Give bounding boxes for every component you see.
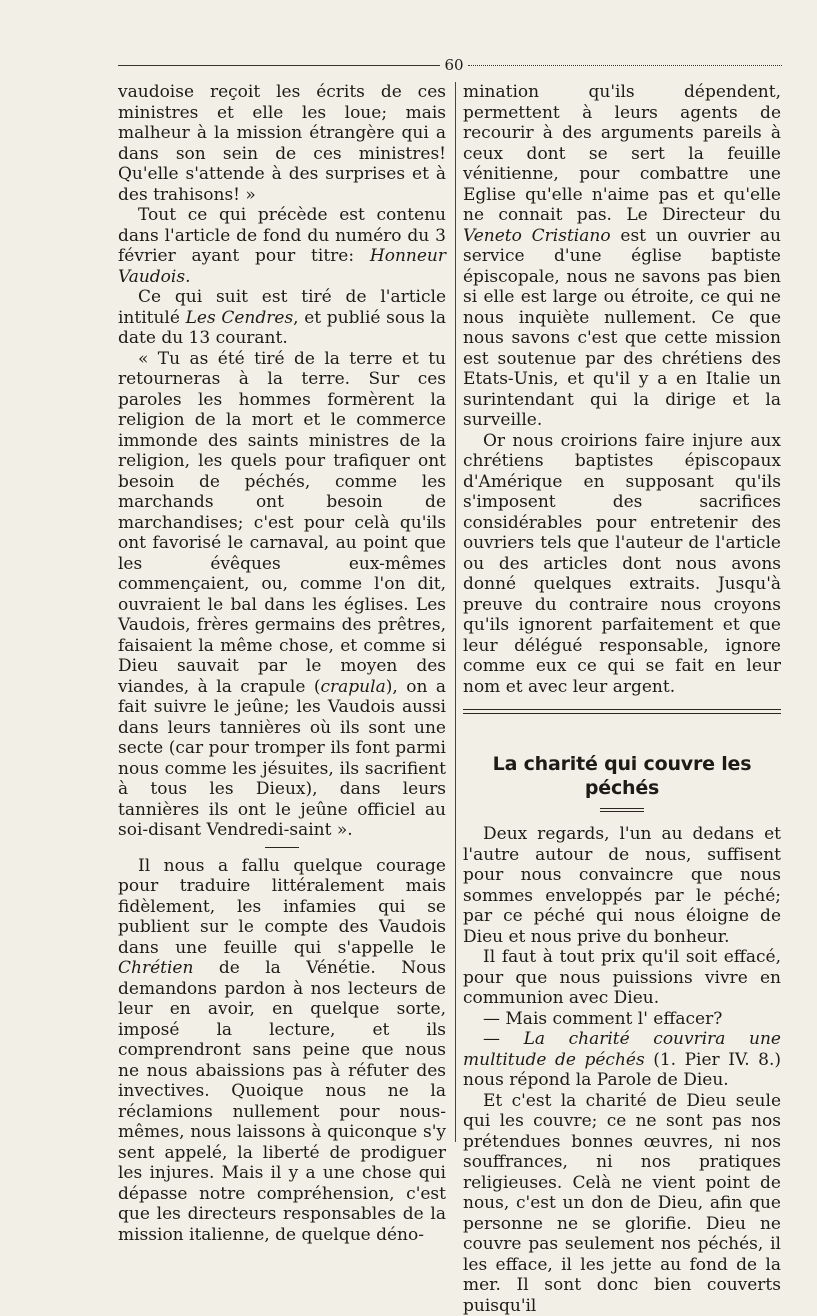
text-run: ), on a fait suivre le jeûne; les Vaudois aussi dans leurs tannières où ils sont une secte (car pour tromper ils font parmi nous comme les jésuites, ils sacrifient à tous les Dieux), dans leurs tannières ils ont le jeûne officiel au soi-disant Vendredi-saint ». — [118, 677, 446, 841]
italic-text: La charité couvrira une multitude de péchés — [463, 1029, 781, 1070]
text-run: — — [483, 1029, 524, 1049]
paragraph-separator — [265, 847, 299, 848]
column-divider — [455, 82, 456, 1142]
text-run: Deux regards, l'un au dedans et l'autre autour de nous, suffisent pour nous convaincre que nous sommes enveloppés par le péché; par ce péché qui nous éloigne de Dieu et nous prive du bonheur. — [463, 824, 781, 947]
paragraph-left-1 — [118, 82, 446, 205]
paragraph-left-5 — [118, 856, 446, 1246]
text-run: — Mais comment l' effacer? — [483, 1009, 722, 1029]
header-rule-left — [118, 65, 440, 66]
left-column — [118, 82, 446, 1245]
section-paragraph-2 — [463, 947, 781, 1009]
italic-text: Chrétien — [118, 958, 193, 978]
paragraph-left-3 — [118, 287, 446, 349]
section-paragraph-4 — [463, 1029, 781, 1091]
title-ornament — [600, 808, 644, 812]
text-run: est un ouvrier au service d'une église baptiste épiscopale, nous ne savons pas bien si elle est large ou étroite, ce qui ne nous inquiète nullement. Ce que nous savons c'est que cette mission est soutenue par des chrétiens des Etats-Unis, et qu'il y a en Italie un surintendant qui la dirige et la surveille. — [463, 226, 781, 431]
text-run: (1. Pier IV. 8.) nous répond la Parole de Dieu. — [463, 1050, 781, 1091]
text-run: « Tu as été tiré de la terre et tu retourneras à la terre. Sur ces paroles les hommes formèrent la religion de la mort et le commerce immonde des saints ministres de la religion, les quels pour trafiquer ont besoin de péchés, comme les marchands ont besoin de marchandises; c'est pour celà qu'ils ont favorisé le carnaval, au point que les évêques eux-mêmes commençaient, ou, comme l'on dit, ouvraient le bal dans les églises. Les Vaudois, frères germains des prêtres, faisaient la même chose, et comme si Dieu sauvait par le moyen des viandes, à la crapule ( — [118, 349, 446, 697]
paragraph-left-4 — [118, 349, 446, 841]
section-paragraph-3 — [463, 1009, 781, 1030]
paragraph-right-1 — [463, 82, 781, 431]
right-column — [463, 82, 781, 1316]
section-title: La charité qui couvre les péchés — [463, 752, 781, 800]
text-run: vaudoise reçoit les écrits de ces ministres et elle les loue; mais malheur à la mission étrangère qui a dans son sein de ces ministres! Qu'elle s'attende à des surprises et à des trahisons! » — [118, 82, 446, 205]
paragraph-left-2 — [118, 205, 446, 287]
section-paragraph-1 — [463, 824, 781, 947]
text-run: Or nous croirions faire injure aux chrétiens baptistes épiscopaux d'Amérique en supposant qu'ils s'imposent des sacrifices considérables pour entretenir des ouvriers tels que l'auteur de l'article ou des articles dont nous avons donné quelques extraits. Jusqu'à preuve du contraire nous croyons qu'ils ignorent parfaitement et que leur délégué responsable, ignore comme eux ce qui se fait en leur nom et avec leur argent. — [463, 431, 781, 697]
text-run: , et publié sous la date du 13 courant. — [118, 308, 446, 349]
text-run: Ce qui suit est tiré de l'article intitulé — [118, 287, 446, 328]
header-rule-right — [468, 65, 782, 66]
text-run: Tout ce qui précède est contenu dans l'article de fond du numéro du 3 février ayant pour titre: — [118, 205, 446, 266]
page-header — [118, 56, 782, 76]
paragraph-right-2 — [463, 431, 781, 698]
page-number: 60 — [440, 56, 468, 74]
text-run: Il faut à tout prix qu'il soit effacé, pour que nous puissions vivre en communion avec Dieu. — [463, 947, 781, 1008]
section-double-rule — [463, 709, 781, 714]
text-run: Et c'est la charité de Dieu seule qui les couvre; ce ne sont pas nos prétendues bonnes œuvres, ni nos souffrances, ni nos pratiques religieuses. Celà ne vient point de nous, c'est un don de Dieu, afin que personne ne se glorifie. Dieu ne couvre pas seulement nos péchés, il les efface, il les jette au fond de la mer. Il sont donc bien couverts puisqu'il — [463, 1091, 781, 1316]
text-run: mination qu'ils dépendent, permettent à leurs agents de recourir à des arguments pareils à ceux dont se sert la feuille vénitienne, pour combattre une Eglise qu'elle n'aime pas et qu'elle ne connait pas. Le Directeur du — [463, 82, 781, 225]
text-run: Il nous a fallu quelque courage pour traduire littéralement mais fidèlement, les infamies qui se publient sur le compte des Vaudois dans une feuille qui s'appelle le — [118, 856, 446, 958]
italic-text: Les Cendres — [186, 308, 294, 328]
italic-text: Veneto Cristiano — [463, 226, 611, 246]
section-paragraph-5 — [463, 1091, 781, 1316]
italic-text: crapula — [321, 677, 386, 697]
italic-text: Honneur Vaudois. — [118, 246, 446, 287]
text-run: de la Vénétie. Nous demandons pardon à nos lecteurs de leur en avoir, en quelque sorte, imposé la lecture, et ils comprendront sans peine que nous ne nous abaissions pas à réfuter des invectives. Quoique nous ne la réclamions nullement pour nous-mêmes, nous laissons à quiconque s'y sent appelé, la liberté de prodiguer les injures. Mais il y a une chose qui dépasse notre compréhension, c'est que les directeurs responsables de la mission italienne, de quelque déno- — [118, 958, 446, 1245]
